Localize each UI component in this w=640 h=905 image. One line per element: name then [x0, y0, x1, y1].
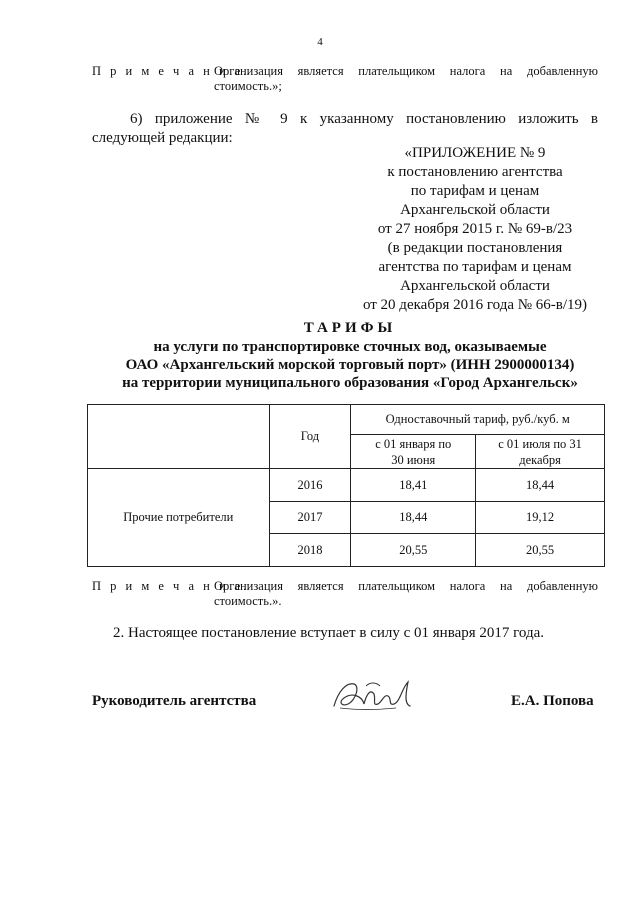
tariff-subtitle-3: на территории муниципального образования «Город Архангельск» — [122, 375, 578, 391]
tariff-subtitle-1: на услуги по транспортировке сточных вод, оказываемые — [153, 339, 547, 355]
note-top-label: П р и м е ч а н и е. — [92, 64, 250, 78]
tariff-table — [87, 404, 605, 567]
rate-cell: 20,55 — [476, 534, 605, 567]
consumer-cell: Прочие потребители — [88, 469, 270, 567]
tariff-title: ТАРИФЫ — [303, 320, 397, 336]
year-cell: 2017 — [269, 502, 351, 534]
rate-cell: 18,44 — [476, 469, 605, 502]
appendix-line: от 27 ноября 2015 г. № 69-в/23 — [377, 221, 573, 237]
period-2-header: с 01 июля по 31 декабря — [476, 435, 605, 469]
rate-cell: 18,41 — [351, 469, 476, 502]
note-bottom-line1: Организация является плательщиком налога на добавленную — [214, 579, 598, 593]
item-2: 2. Настоящее постановление вступает в силу с 01 января 2017 года. — [113, 625, 545, 641]
rate-cell: 20,55 — [351, 534, 476, 567]
signatory-name: Е.А. Попова — [511, 693, 594, 709]
note-top-line1: Организация является плательщиком налога на добавленную — [214, 64, 598, 78]
page-number: 4 — [317, 36, 323, 48]
note-bottom — [92, 579, 598, 609]
note-top-line2: стоимость.»; — [214, 79, 282, 93]
appendix-line: от 20 декабря 2016 года № 66-в/19) — [362, 297, 588, 313]
rate-cell: 18,44 — [351, 502, 476, 534]
year-cell: 2018 — [269, 534, 351, 567]
period-1-header: с 01 января по 30 июня — [351, 435, 476, 469]
appendix-line: Архангельской области — [400, 202, 550, 218]
item-6-line2: следующей редакции: — [92, 130, 233, 146]
item-6 — [92, 110, 598, 148]
item-6-line1: 6) приложение № 9 к указанному постановлению изложить в — [130, 111, 598, 127]
note-bottom-line2: стоимость.». — [214, 594, 282, 608]
table-header-blank — [88, 405, 270, 469]
appendix-line: агентства по тарифам и ценам — [378, 259, 572, 275]
tariff-subtitle-2: ОАО «Архангельский морской торговый порт» (ИНН 2900000134) — [125, 357, 575, 373]
rate-cell: 19,12 — [476, 502, 605, 534]
appendix-line: (в редакции постановления — [387, 240, 563, 256]
table-row — [88, 469, 605, 502]
signatory-position: Руководитель агентства — [92, 693, 257, 709]
appendix-header — [330, 144, 620, 315]
appendix-line: по тарифам и ценам — [410, 183, 540, 199]
note-bottom-label: П р и м е ч а н и е. — [92, 579, 250, 593]
appendix-line: «ПРИЛОЖЕНИЕ № 9 — [404, 145, 546, 161]
tariff-heading — [60, 319, 640, 392]
year-header: Год — [269, 405, 351, 469]
handwritten-signature — [326, 674, 426, 718]
appendix-line: Архангельской области — [400, 278, 550, 294]
note-top — [92, 64, 598, 94]
appendix-line: к постановлению агентства — [387, 164, 563, 180]
year-cell: 2016 — [269, 469, 351, 502]
rate-header: Одноставочный тариф, руб./куб. м — [351, 405, 605, 435]
